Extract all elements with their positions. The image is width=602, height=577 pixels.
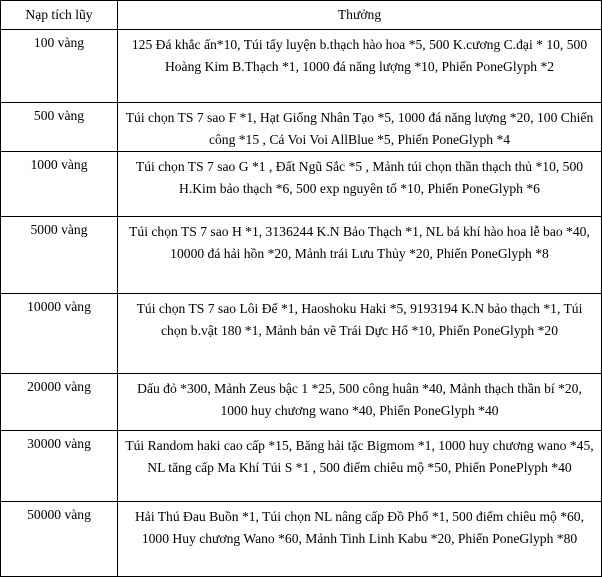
table-row bbox=[1, 502, 602, 577]
table-row bbox=[1, 431, 602, 502]
table-row bbox=[1, 217, 602, 294]
tier-cell: 10000 vàng bbox=[1, 294, 118, 374]
reward-cell: Túi chọn TS 7 sao H *1, 3136244 K.N Bảo Thạch *1, NL bá khí hào hoa lễ bao *40, 10000 đá hải hồn *20, Mảnh trái Lưu Thủy *20, Phiến PoneGlyph *8 bbox=[118, 217, 602, 294]
reward-cell: Túi chọn TS 7 sao Lôi Đế *1, Haoshoku Haki *5, 9193194 K.N bảo thạch *1, Túi chọn b.vật 180 *1, Mảnh bản vẽ Trái Dực Hổ *10, Phiến PoneGlyph *20 bbox=[118, 294, 602, 374]
tier-cell: 50000 vàng bbox=[1, 502, 118, 577]
tier-cell: 1000 vàng bbox=[1, 152, 118, 217]
table-row bbox=[1, 152, 602, 217]
header-reward: Thưởng bbox=[118, 1, 602, 30]
table-row bbox=[1, 294, 602, 374]
tier-cell: 5000 vàng bbox=[1, 217, 118, 294]
table-row bbox=[1, 30, 602, 103]
reward-cell: Túi chọn TS 7 sao F *1, Hạt Giống Nhân Tạo *5, 1000 đá năng lượng *20, 100 Chiến công *15 , Cá Voi Voi AllBlue *5, Phiến PoneGlyph *4 bbox=[118, 103, 602, 152]
tier-cell: 20000 vàng bbox=[1, 374, 118, 431]
reward-cell: Dấu đỏ *300, Mảnh Zeus bậc 1 *25, 500 công huân *40, Mảnh thạch thần bí *20, 1000 huy chương wano *40, Phiến PoneGlyph *40 bbox=[118, 374, 602, 431]
table-row bbox=[1, 374, 602, 431]
header-row bbox=[1, 1, 602, 30]
header-tier: Nạp tích lũy bbox=[1, 1, 118, 30]
tier-cell: 100 vàng bbox=[1, 30, 118, 103]
reward-cell: Túi chọn TS 7 sao G *1 , Đất Ngũ Sắc *5 , Mảnh túi chọn thần thạch thủ *10, 500 H.Kim bảo thạch *6, 500 exp nguyên tố *10, Phiến PoneGlyph *6 bbox=[118, 152, 602, 217]
reward-cell: Hải Thú Đau Buồn *1, Túi chọn NL nâng cấp Đồ Phổ *1, 500 điểm chiêu mộ *60, 1000 Huy chương Wano *60, Mảnh Tinh Linh Kabu *20, Phiến PoneGlyph *80 bbox=[118, 502, 602, 577]
reward-cell: 125 Đá khắc ấn*10, Túi tẩy luyện b.thạch hào hoa *5, 500 K.cương C.đại * 10, 500 Hoàng Kim B.Thạch *1, 1000 đá năng lượng *10, Phiến PoneGlyph *2 bbox=[118, 30, 602, 103]
table-row bbox=[1, 103, 602, 152]
reward-cell: Túi Random haki cao cấp *15, Băng hải tặc Bigmom *1, 1000 huy chương wano *45, NL tăng cấp Ma Khí Túi S *1 , 500 điểm chiêu mộ *50, Phiến PonePlyph *40 bbox=[118, 431, 602, 502]
tier-cell: 30000 vàng bbox=[1, 431, 118, 502]
tier-cell: 500 vàng bbox=[1, 103, 118, 152]
